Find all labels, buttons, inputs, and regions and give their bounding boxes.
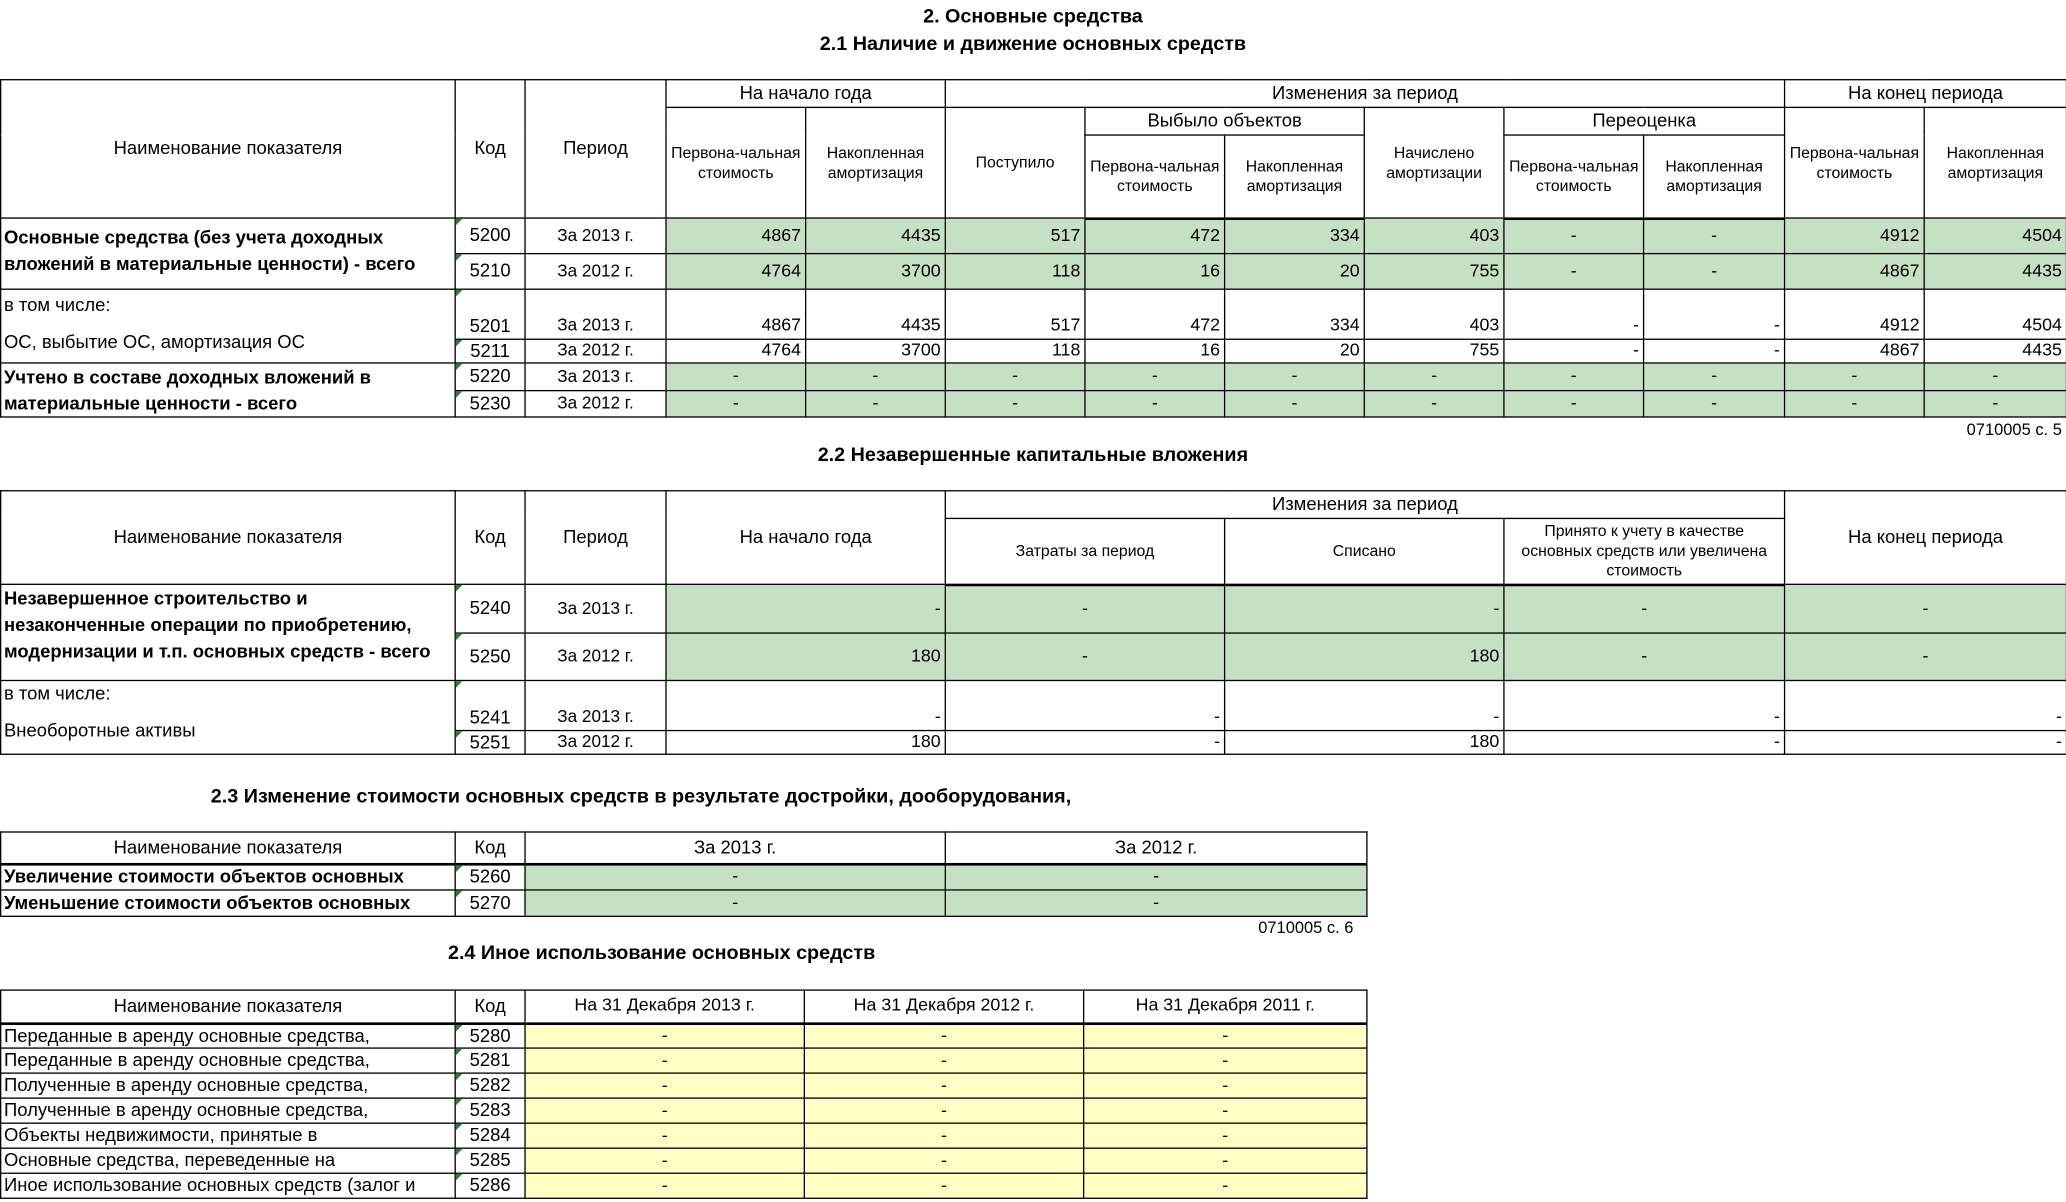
cell-value: - xyxy=(525,1098,804,1123)
cell-value: 334 xyxy=(1225,289,1365,339)
cell-value: - xyxy=(525,1148,804,1173)
cell-value: - xyxy=(525,864,945,890)
cell-value: - xyxy=(945,864,1367,890)
s21-h-code: Код xyxy=(455,80,525,218)
cell-value: 4504 xyxy=(1924,218,2066,254)
row-code: 5230 xyxy=(455,390,525,417)
cell-value: 4435 xyxy=(1924,254,2066,290)
cell-value: - xyxy=(1225,390,1365,417)
cell-value: - xyxy=(1084,1123,1367,1148)
s23-h-code: Код xyxy=(455,832,525,864)
row-code: 5240 xyxy=(455,584,525,633)
s21-h-orig: Первона-чальная стоимость xyxy=(666,107,806,218)
table-row xyxy=(1,584,2066,633)
row-name: Объекты недвижимости, принятые в xyxy=(1,1123,456,1148)
cell-value: - xyxy=(525,1123,804,1148)
s21-h-end-amort: Накопленная амортизация xyxy=(1924,107,2066,218)
s24-table xyxy=(0,989,1368,1198)
cell-value: - xyxy=(804,1098,1083,1123)
table-row xyxy=(1,890,1367,916)
s22-h-begin: На начало года xyxy=(666,491,945,585)
s22-h-period: Период xyxy=(525,491,666,585)
row-period: За 2012 г. xyxy=(525,254,666,290)
cell-value: - xyxy=(525,1048,804,1073)
row-period: За 2013 г. xyxy=(525,363,666,390)
s21-h-charged: Начислено амортизации xyxy=(1364,107,1504,218)
row-code: 5286 xyxy=(455,1173,525,1198)
s24-h-code: Код xyxy=(455,990,525,1023)
row-period: За 2012 г. xyxy=(525,633,666,680)
s22-h-name: Наименование показателя xyxy=(1,491,456,585)
row-period: За 2012 г. xyxy=(525,731,666,755)
s21-h-in: Поступило xyxy=(945,107,1085,218)
cell-value: - xyxy=(1225,363,1365,390)
s23-title: 2.3 Изменение стоимости основных средств в результате достройки, дооборудования, xyxy=(210,785,1072,808)
cell-value: - xyxy=(1644,363,1785,390)
cell-value: - xyxy=(1504,633,1785,680)
cell-value: - xyxy=(666,584,945,633)
row-code: 5280 xyxy=(455,1023,525,1048)
cell-value: - xyxy=(666,680,945,730)
cell-value: - xyxy=(1785,363,1925,390)
cell-value: - xyxy=(1504,390,1644,417)
row-name: Основные средства (без учета доходных вложений в материальные ценности) - всего xyxy=(1,218,456,289)
s23-h-2012: За 2012 г. xyxy=(945,832,1367,864)
s24-title: 2.4 Иное использование основных средств xyxy=(447,942,876,965)
s21-h-reval-orig: Первона-чальная стоимость xyxy=(1504,135,1644,218)
row-code: 5200 xyxy=(455,218,525,254)
cell-value: - xyxy=(1504,339,1644,363)
row-name-label: в том числе: xyxy=(3,293,111,315)
row-code: 5260 xyxy=(455,864,525,890)
cell-value: - xyxy=(804,1073,1083,1098)
cell-value: 4867 xyxy=(1785,254,1925,290)
s22-table xyxy=(0,490,2066,755)
cell-value: - xyxy=(804,1048,1083,1073)
cell-value: 517 xyxy=(945,289,1085,339)
cell-value: 20 xyxy=(1225,254,1365,290)
cell-value: - xyxy=(945,363,1085,390)
table-row xyxy=(1,363,2066,390)
cell-value: 16 xyxy=(1085,254,1225,290)
cell-value: - xyxy=(1785,680,2066,730)
cell-value: 3700 xyxy=(806,254,946,290)
s21-h-period: Период xyxy=(525,80,666,218)
table-row xyxy=(1,218,2066,254)
row-name: Уменьшение стоимости объектов основных xyxy=(1,890,456,916)
s21-h-reval: Переоценка xyxy=(1504,107,1785,135)
form-code: 0710005 с. 6 xyxy=(1258,918,1354,937)
cell-value: - xyxy=(1504,289,1644,339)
row-code: 5241 xyxy=(455,680,525,730)
s23-h-name: Наименование показателя xyxy=(1,832,456,864)
cell-value: 3700 xyxy=(806,339,946,363)
s21-h-changes: Изменения за период xyxy=(945,80,1784,108)
cell-value: 4764 xyxy=(666,339,806,363)
s22-h-accepted: Принято к учету в качестве основных средств или увеличена стоимость xyxy=(1504,518,1785,584)
cell-value: - xyxy=(945,890,1367,916)
cell-value: 180 xyxy=(666,731,945,755)
cell-value: - xyxy=(1084,1073,1367,1098)
cell-value: 20 xyxy=(1225,339,1365,363)
cell-value: - xyxy=(1644,390,1785,417)
s24-h-d2: На 31 Декабря 2012 г. xyxy=(804,990,1083,1023)
row-name: Переданные в аренду основные средства, xyxy=(1,1048,456,1073)
cell-value: - xyxy=(806,363,946,390)
row-code: 5283 xyxy=(455,1098,525,1123)
cell-value: - xyxy=(1644,218,1785,254)
row-period: За 2013 г. xyxy=(525,218,666,254)
s22-h-costs: Затраты за период xyxy=(945,518,1224,584)
cell-value: 755 xyxy=(1364,254,1504,290)
row-code: 5210 xyxy=(455,254,525,290)
s21-h-reval-amort: Накопленная амортизация xyxy=(1644,135,1785,218)
cell-value: - xyxy=(1504,584,1785,633)
row-name-sub: ОС, выбытие ОС, амортизация ОС xyxy=(3,330,305,352)
table-row xyxy=(1,1073,1367,1098)
cell-value: - xyxy=(945,731,1224,755)
s21-h-out: Выбыло объектов xyxy=(1085,107,1364,135)
row-name: Учтено в составе доходных вложений в материальные ценности - всего xyxy=(1,363,456,417)
cell-value: - xyxy=(1364,363,1504,390)
cell-value: 4867 xyxy=(1785,339,1925,363)
cell-value: - xyxy=(1504,254,1644,290)
row-name: Основные средства, переведенные на xyxy=(1,1148,456,1173)
cell-value: - xyxy=(1924,390,2066,417)
s21-h-end: На конец периода xyxy=(1785,80,2066,108)
s21-h-name: Наименование показателя xyxy=(1,80,456,218)
cell-value: - xyxy=(1644,339,1785,363)
cell-value: - xyxy=(945,390,1085,417)
table-row xyxy=(1,1148,1367,1173)
s23-h-2013: За 2013 г. xyxy=(525,832,945,864)
cell-value: - xyxy=(525,890,945,916)
row-code: 5281 xyxy=(455,1048,525,1073)
s22-h-end: На конец периода xyxy=(1785,491,2066,585)
cell-value: - xyxy=(945,680,1224,730)
cell-value: 4764 xyxy=(666,254,806,290)
s23-table xyxy=(0,831,1368,917)
row-name: Переданные в аренду основные средства, xyxy=(1,1023,456,1048)
row-code: 5284 xyxy=(455,1123,525,1148)
table-row xyxy=(1,1123,1367,1148)
cell-value: - xyxy=(525,1173,804,1198)
cell-value: - xyxy=(1785,584,2066,633)
cell-value: - xyxy=(525,1023,804,1048)
cell-value: - xyxy=(1785,390,1925,417)
cell-value: - xyxy=(1504,363,1644,390)
cell-value: 755 xyxy=(1364,339,1504,363)
row-period: За 2013 г. xyxy=(525,289,666,339)
cell-value: 4867 xyxy=(666,218,806,254)
row-code: 5251 xyxy=(455,731,525,755)
table-row xyxy=(1,1023,1367,1048)
cell-value: - xyxy=(806,390,946,417)
cell-value: - xyxy=(1225,584,1504,633)
row-name: Увеличение стоимости объектов основных xyxy=(1,864,456,890)
cell-value: 403 xyxy=(1364,218,1504,254)
row-period: За 2013 г. xyxy=(525,584,666,633)
cell-value: - xyxy=(1644,289,1785,339)
cell-value: - xyxy=(1785,731,2066,755)
cell-value: 472 xyxy=(1085,289,1225,339)
row-name-label: в том числе: xyxy=(3,682,111,704)
table-row xyxy=(1,289,2066,339)
s21-h-end-orig: Первона-чальная стоимость xyxy=(1785,107,1925,218)
cell-value: - xyxy=(1924,363,2066,390)
cell-value: 4504 xyxy=(1924,289,2066,339)
row-name: Полученные в аренду основные средства, xyxy=(1,1073,456,1098)
s22-title: 2.2 Незавершенные капитальные вложения xyxy=(817,443,1249,467)
row-code: 5211 xyxy=(455,339,525,363)
s24-h-name: Наименование показателя xyxy=(1,990,456,1023)
s22-h-changes: Изменения за период xyxy=(945,491,1784,519)
cell-value: - xyxy=(1504,680,1785,730)
cell-value: - xyxy=(945,584,1224,633)
cell-value: 118 xyxy=(945,254,1085,290)
row-code: 5201 xyxy=(455,289,525,339)
row-code: 5282 xyxy=(455,1073,525,1098)
cell-value: 4435 xyxy=(806,289,946,339)
s21-h-out-orig: Первона-чальная стоимость xyxy=(1085,135,1225,218)
table-row xyxy=(1,1173,1367,1198)
s22-h-written: Списано xyxy=(1225,518,1504,584)
row-code: 5285 xyxy=(455,1148,525,1173)
row-name xyxy=(1,680,456,754)
row-name-sub: Внеоборотные активы xyxy=(3,719,196,741)
cell-value: - xyxy=(804,1148,1083,1173)
cell-value: 4435 xyxy=(806,218,946,254)
cell-value: - xyxy=(1225,680,1504,730)
cell-value: 180 xyxy=(1225,731,1504,755)
row-name: Незавершенное строительство и незаконченные операции по приобретению, модернизации и т.п. основных средств - всего xyxy=(1,584,456,680)
cell-value: 16 xyxy=(1085,339,1225,363)
s21-h-out-amort: Накопленная амортизация xyxy=(1225,135,1365,218)
cell-value: - xyxy=(1084,1173,1367,1198)
cell-value: 180 xyxy=(1225,633,1504,680)
cell-value: 4912 xyxy=(1785,289,1925,339)
cell-value: - xyxy=(666,390,806,417)
cell-value: 4867 xyxy=(666,289,806,339)
table-row xyxy=(1,680,2066,730)
table-row xyxy=(1,1098,1367,1123)
cell-value: - xyxy=(804,1173,1083,1198)
cell-value: - xyxy=(804,1123,1083,1148)
row-name: Полученные в аренду основные средства, xyxy=(1,1098,456,1123)
cell-value: 4912 xyxy=(1785,218,1925,254)
cell-value: 4435 xyxy=(1924,339,2066,363)
cell-value: - xyxy=(804,1023,1083,1048)
s24-h-d1: На 31 Декабря 2013 г. xyxy=(525,990,804,1023)
cell-value: 472 xyxy=(1085,218,1225,254)
row-code: 5220 xyxy=(455,363,525,390)
cell-value: - xyxy=(1504,731,1785,755)
cell-value: - xyxy=(1084,1048,1367,1073)
row-code: 5250 xyxy=(455,633,525,680)
cell-value: - xyxy=(1085,363,1225,390)
table-row xyxy=(1,864,1367,890)
s21-title: 2.1 Наличие и движение основных средств xyxy=(819,32,1247,56)
table-row xyxy=(1,1048,1367,1073)
cell-value: - xyxy=(1504,218,1644,254)
cell-value: 118 xyxy=(945,339,1085,363)
row-code: 5270 xyxy=(455,890,525,916)
cell-value: - xyxy=(666,363,806,390)
cell-value: - xyxy=(525,1073,804,1098)
row-period: За 2012 г. xyxy=(525,339,666,363)
s21-table xyxy=(0,79,2066,418)
section-title: 2. Основные средства xyxy=(923,5,1143,28)
cell-value: - xyxy=(1084,1098,1367,1123)
cell-value: - xyxy=(1084,1023,1367,1048)
cell-value: - xyxy=(945,633,1224,680)
form-code: 0710005 с. 5 xyxy=(1966,420,2062,439)
cell-value: 180 xyxy=(666,633,945,680)
cell-value: - xyxy=(1644,254,1785,290)
s24-h-d3: На 31 Декабря 2011 г. xyxy=(1084,990,1367,1023)
cell-value: 403 xyxy=(1364,289,1504,339)
row-period: За 2012 г. xyxy=(525,390,666,417)
cell-value: - xyxy=(1364,390,1504,417)
cell-value: - xyxy=(1785,633,2066,680)
cell-value: - xyxy=(1084,1148,1367,1173)
row-name: Иное использование основных средств (залог и xyxy=(1,1173,456,1198)
cell-value: 517 xyxy=(945,218,1085,254)
s22-h-code: Код xyxy=(455,491,525,585)
s21-h-amort: Накопленная амортизация xyxy=(806,107,946,218)
s21-h-begin: На начало года xyxy=(666,80,945,108)
cell-value: 334 xyxy=(1225,218,1365,254)
cell-value: - xyxy=(1085,390,1225,417)
row-period: За 2013 г. xyxy=(525,680,666,730)
row-name xyxy=(1,289,456,363)
